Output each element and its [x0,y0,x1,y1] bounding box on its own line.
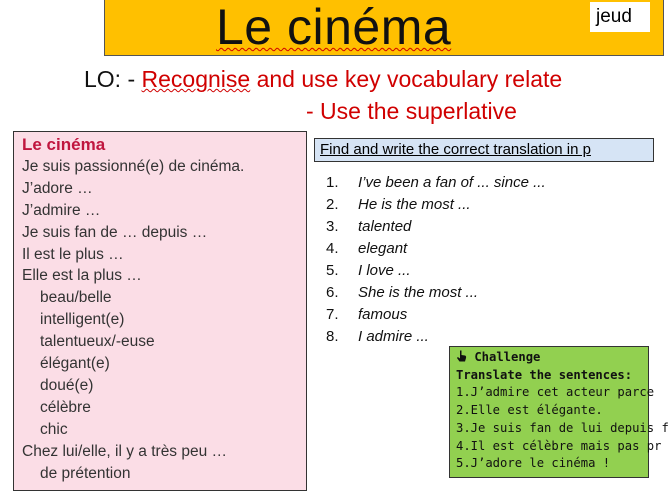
vocab-line: Je suis passionné(e) de cinéma. [22,157,245,175]
item-text: talented [358,218,412,235]
hand-pointer-icon [456,350,467,362]
list-item [326,194,546,216]
item-number: 6. [326,284,339,301]
item-text: I admire ... [358,328,429,345]
list-item [326,216,546,238]
lo-prefix: LO: - [84,66,136,92]
challenge-sentence: 1.J’admire cet acteur parce [456,385,655,400]
learning-objective-line-2: - Use the superlative [306,98,517,124]
challenge-title: Challenge [467,350,541,364]
translation-list [326,172,546,348]
list-item [326,326,546,348]
vocab-adjective: chic [40,420,68,438]
lo-text-1-rest: and use key vocabulary relate [250,66,563,92]
lo-keyword: Recognise [141,66,251,92]
list-item [326,172,546,194]
challenge-sentence: 2.Elle est élégante. [456,403,603,418]
item-number: 1. [326,174,339,191]
challenge-box [449,346,669,478]
vocab-line: J’admire … [22,201,101,219]
vocab-line: Elle est la plus … [22,267,142,285]
item-number: 8. [326,328,339,345]
vocab-panel [13,131,307,491]
date-label: jeud [590,2,650,32]
learning-objective-line-1 [84,66,562,93]
item-text: He is the most ... [358,196,471,213]
item-number: 7. [326,306,339,323]
item-number: 3. [326,218,339,235]
vocab-adjective: beau/belle [40,289,112,307]
item-text: elegant [358,240,408,257]
lo-text-1 [142,66,563,92]
challenge-sentence: 5.J’adore le cinéma ! [456,456,611,471]
challenge-sentence: 3.Je suis fan de lui depuis f [456,420,669,435]
item-number: 5. [326,262,339,279]
vocab-line: Chez lui/elle, il y a très peu … [22,442,228,460]
vocab-adjective: intelligent(e) [40,311,125,329]
vocab-line: Je suis fan de … depuis … [22,223,208,241]
item-number: 4. [326,240,339,257]
item-number: 2. [326,196,339,213]
item-text: I’ve been a fan of ... since ... [358,174,546,191]
vocab-adjective: célèbre [40,398,91,416]
page-title: Le cinéma [216,0,452,55]
list-item [326,282,546,304]
item-text: famous [358,306,408,323]
vocab-title: Le cinéma [22,135,106,154]
list-item [326,238,546,260]
vocab-adjective: doué(e) [40,376,94,394]
item-text: She is the most ... [358,284,479,301]
vocab-adjective: talentueux/-euse [40,333,155,351]
vocab-line: de prétention [40,464,131,482]
challenge-sentence: 4.Il est célèbre mais pas pr [456,438,662,453]
task-instruction: Find and write the correct translation in p [314,138,654,162]
list-item [326,260,546,282]
vocab-adjective: élégant(e) [40,355,110,373]
item-text: I love ... [358,262,411,279]
challenge-header [456,349,648,367]
vocab-line: J’adore … [22,179,93,197]
list-item [326,304,546,326]
challenge-subtitle: Translate the sentences: [456,367,633,382]
vocab-line: Il est le plus … [22,245,124,263]
